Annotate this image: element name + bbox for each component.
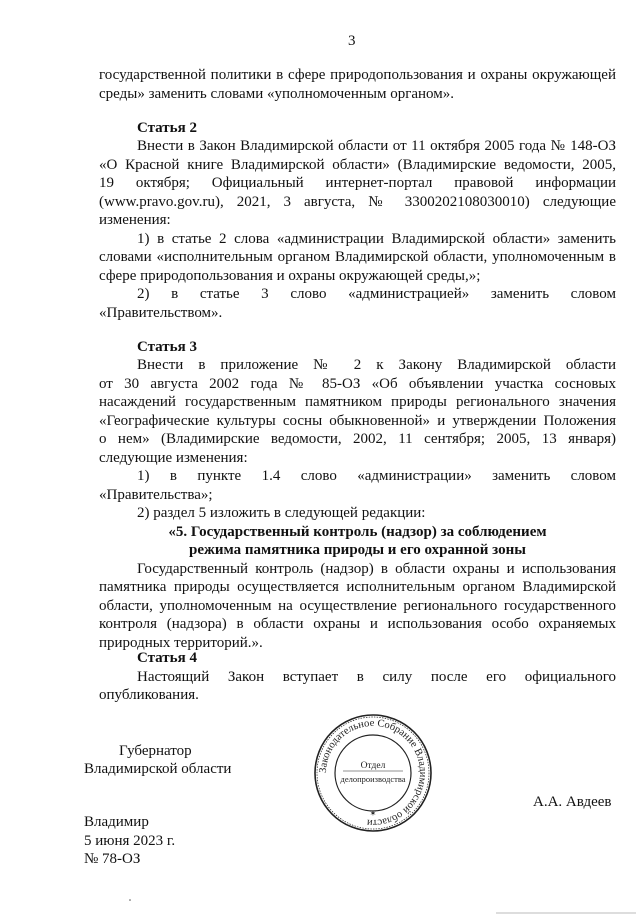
article-3-line: насаждений государственным памятником природы регионального значения <box>99 394 616 410</box>
signature-title: Губернатор <box>119 743 192 759</box>
article-2-line: Внести в Закон Владимирской области от 11 октября 2005 года № 148-ОЗ <box>137 138 616 154</box>
article-3-line: 1) в пункте 1.4 слово «администрации» заменить словом <box>137 468 616 484</box>
seal-ring-text: Законодательное Собрание Владимирской области <box>317 717 429 829</box>
article-2-line: «Правительством». <box>99 305 223 321</box>
article-4-heading: Статья 4 <box>137 650 197 666</box>
article-2-line: словами «исполнительным органом Владимирской области, уполномоченным в <box>99 249 616 265</box>
article-3-heading: Статья 3 <box>137 339 197 355</box>
quoted-section-line: контроля (надзора) в области охраны и использования особо охраняемых <box>99 616 616 632</box>
article-4-line: опубликования. <box>99 687 199 703</box>
footer-city: Владимир <box>84 814 149 830</box>
article-2-line: сфере природопользования и охраны окружающей среды,»; <box>99 268 481 284</box>
intro-line-2: среды» заменить словами «уполномоченным органом». <box>99 86 454 102</box>
article-2-line: 19 октября; Официальный интернет-портал правовой информации <box>99 175 616 191</box>
quoted-section-heading: «5. Государственный контроль (надзор) за соблюдением <box>168 524 547 540</box>
seal-star-icon: ✶ <box>369 809 377 818</box>
seal-center-text: делопроизводства <box>340 774 406 784</box>
quoted-section-heading: режима памятника природы и его охранной зоны <box>189 542 526 558</box>
article-3-line: Внести в приложение № 2 к Закону Владимирской области <box>137 357 616 373</box>
article-3-line: следующие изменения: <box>99 450 248 466</box>
article-2-line: 2) в статье 3 слово «администрацией» заменить словом <box>137 286 616 302</box>
footer-number: № 78-ОЗ <box>84 851 141 867</box>
article-3-line: 2) раздел 5 изложить в следующей редакции: <box>137 505 426 521</box>
article-3-line: «Правительства»; <box>99 487 213 503</box>
article-3-line: «Географические культуры сосны обыкновенной» и утверждении Положения <box>99 413 616 429</box>
quoted-section-line: области, уполномоченным на осуществление регионального государственного <box>99 598 616 614</box>
article-2-line: 1) в статье 2 слова «администрации Владимирской области» заменить <box>137 231 616 247</box>
quoted-section-line: памятника природы осуществляется исполнительным органом Владимирской <box>99 579 616 595</box>
seal-center-text: Отдел <box>360 761 386 771</box>
quoted-section-line: Государственный контроль (надзор) в области охраны и использования <box>137 561 616 577</box>
signature-title: Владимирской области <box>84 761 232 777</box>
page-number: 3 <box>348 33 356 49</box>
article-3-line: о нем» (Владимирские ведомости, 2002, 11 сентября; 2005, 13 января) <box>99 431 616 447</box>
footer-date: 5 июня 2023 г. <box>84 833 176 849</box>
official-seal <box>313 713 433 833</box>
article-2-line: (www.pravo.gov.ru), 2021, 3 августа, № 3300202108030010) следующие <box>99 194 616 210</box>
quoted-section-line: природных территорий.». <box>99 635 263 651</box>
article-3-line: от 30 августа 2002 года № 85-ОЗ «Об объявлении участка сосновых <box>99 376 616 392</box>
article-2-line: изменения: <box>99 212 171 228</box>
article-2-heading: Статья 2 <box>137 120 197 136</box>
signatory-name: А.А. Авдеев <box>533 794 612 810</box>
intro-line-1: государственной политики в сфере природопользования и охраны окружающей <box>99 67 616 83</box>
article-4-line: Настоящий Закон вступает в силу после его официального <box>137 669 616 685</box>
article-2-line: «О Красной книге Владимирской области» (Владимирские ведомости, 2005, <box>99 157 616 173</box>
